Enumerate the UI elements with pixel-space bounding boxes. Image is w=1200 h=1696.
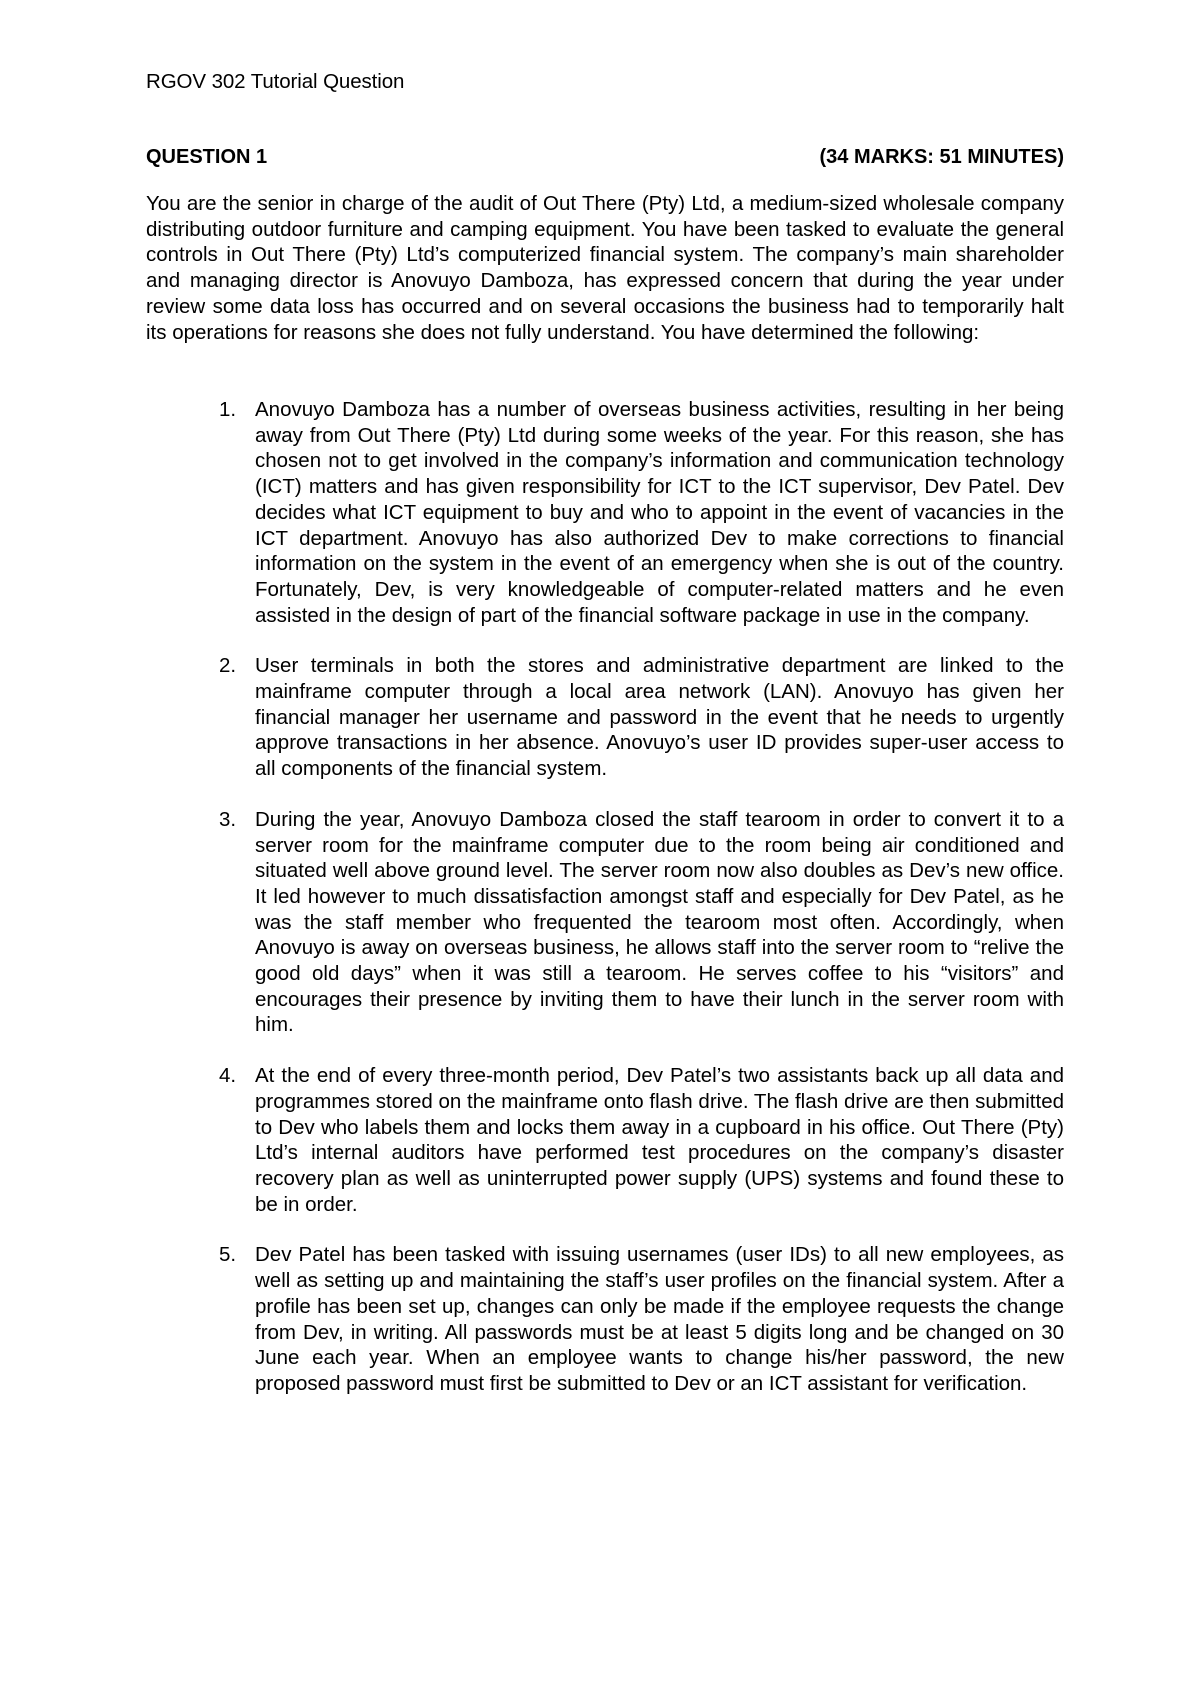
finding-number: 2. <box>219 654 237 678</box>
question-heading <box>146 146 1064 169</box>
finding-text: Anovuyo Damboza has a number of overseas business activities, resulting in her being away from Out There (Pty) Ltd during some weeks of the year. For this reason, she has chosen not to get involved in the company’s information and communication technology (ICT) matters and has given responsibility for ICT to the ICT supervisor, Dev Patel. Dev decides what ICT equipment to buy and who to appoint in the event of vacancies in the ICT department. Anovuyo has also authorized Dev to make corrections to financial information on the system in the event of an emergency when she is out of the country. Fortunately, Dev, is very knowledgeable of computer-related matters and he even assisted in the design of part of the financial software package in use in the company. <box>255 398 1064 627</box>
finding-number: 5. <box>219 1243 237 1267</box>
finding-number: 3. <box>219 807 237 831</box>
finding-item-1 <box>146 397 1064 628</box>
finding-text: During the year, Anovuyo Damboza closed the staff tearoom in order to convert it to a server room for the mainframe computer due to the room being air conditioned and situated well above ground level. The server room now also doubles as Dev’s new office. It led however to much dissatisfaction amongst staff and especially for Dev Patel, as he was the staff member who frequented the tearoom most often. Accordingly, when Anovuyo is away on overseas business, he allows staff into the server room to “relive the good old days” when it was still a tearoom. He serves coffee to his “visitors” and encourages their presence by inviting them to have their lunch in the server room with him. <box>255 807 1064 1037</box>
finding-item-5 <box>146 1242 1064 1396</box>
question-marks: (34 MARKS: 51 MINUTES) <box>819 146 1064 168</box>
findings-list <box>146 397 1064 1422</box>
finding-text: Dev Patel has been tasked with issuing usernames (user IDs) to all new employees, as well as setting up and maintaining the staff’s user profiles on the financial system. After a profile has been set up, changes can only be made if the employee requests the change from Dev, in writing. All passwords must be at least 5 digits long and be changed on 30 June each year. When an employee wants to change his/her password, the new proposed password must first be submitted to Dev or an ICT assistant for verification. <box>255 1243 1064 1395</box>
question-intro: You are the senior in charge of the audit of Out There (Pty) Ltd, a medium-sized wholesale company distributing outdoor furniture and camping equipment. You have been tasked to evaluate the general controls in Out There (Pty) Ltd’s computerized financial system. The company’s main shareholder and managing director is Anovuyo Damboza, has expressed concern that during the year under review some data loss has occurred and on several occasions the business had to temporarily halt its operations for reasons she does not fully understand. You have determined the following: <box>146 192 1064 344</box>
finding-number: 4. <box>219 1064 237 1088</box>
finding-item-2 <box>146 653 1064 782</box>
finding-text: User terminals in both the stores and administrative department are linked to the mainframe computer through a local area network (LAN). Anovuyo has given her financial manager her username and password in the event that he needs to urgently approve transactions in her absence. Anovuyo’s user ID provides super-user access to all components of the financial system. <box>255 654 1064 781</box>
finding-number: 1. <box>219 398 237 421</box>
question-label: QUESTION 1 <box>146 146 268 168</box>
page-header: RGOV 302 Tutorial Question <box>146 70 405 93</box>
finding-item-3 <box>146 807 1064 1038</box>
finding-item-4 <box>146 1063 1064 1217</box>
finding-text: At the end of every three-month period, Dev Patel’s two assistants back up all data and programmes stored on the mainframe onto flash drive. The flash drive are then submitted to Dev who labels them and locks them away in a cupboard in his office. Out There (Pty) Ltd’s internal auditors have performed test procedures on the company’s disaster recovery plan as well as uninterrupted power supply (UPS) systems and found these to be in order. <box>255 1064 1064 1216</box>
